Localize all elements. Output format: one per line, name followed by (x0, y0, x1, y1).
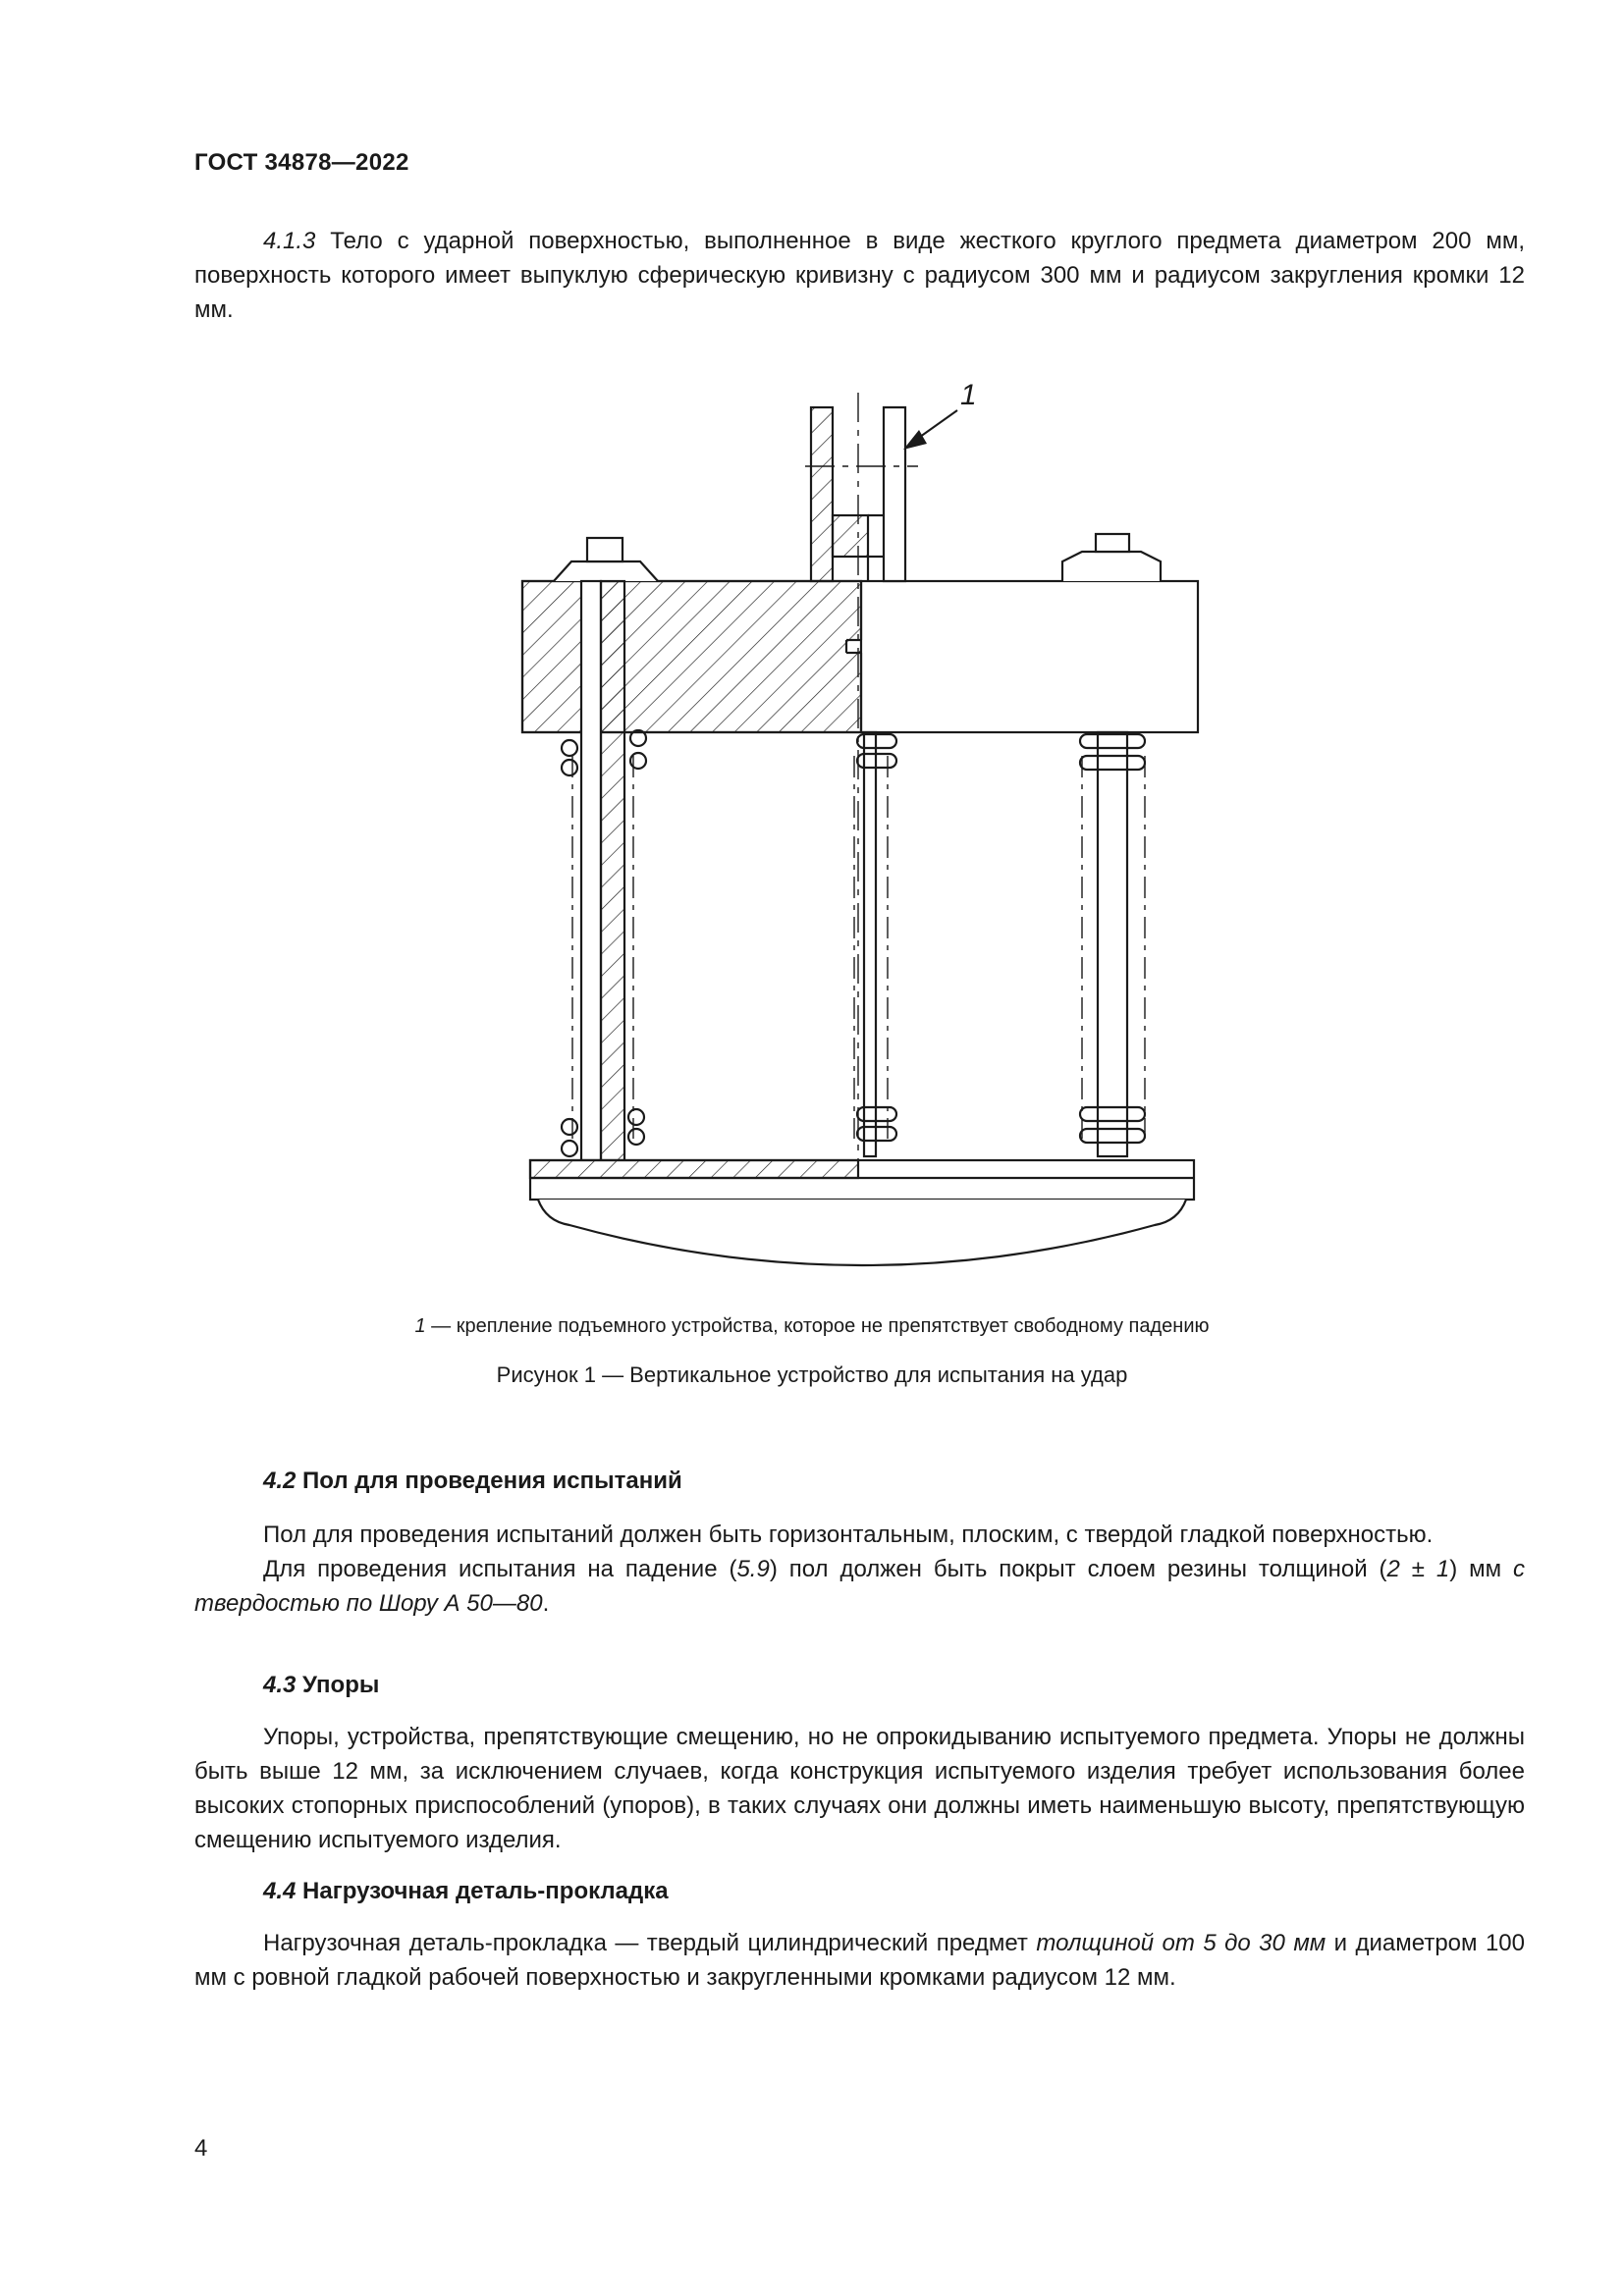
legend-number: 1 (414, 1315, 426, 1337)
paragraph-4-1-3 (194, 224, 1525, 327)
impact-plate (530, 1160, 1194, 1200)
section-4-2-body (194, 1518, 1525, 1621)
top-slab-hatch-section (522, 581, 861, 732)
clause-number: 4.3 (263, 1672, 297, 1698)
heading-4-2 (263, 1468, 682, 1495)
document-header: ГОСТ 34878—2022 (194, 149, 409, 176)
middle-rod (864, 732, 876, 1156)
clause-title: Пол для проведения испытаний (296, 1468, 682, 1494)
tolerance: 2 ± 1 (1386, 1556, 1450, 1582)
clause-number: 4.2 (263, 1468, 297, 1494)
heading-4-4 (263, 1878, 669, 1905)
text-run: ) мм (1449, 1556, 1513, 1582)
text-run: Нагрузочная деталь-прокладка — твердый цилиндрический предмет (263, 1930, 1037, 1956)
thickness-spec: толщиной от 5 до 30 мм (1036, 1930, 1326, 1956)
hardness-spec: с твердостью по Шору А 50—80 (194, 1556, 1525, 1617)
text-run: Для проведения испытания на падение ( (263, 1556, 737, 1582)
paragraph (194, 1926, 1525, 1995)
right-rod (1098, 732, 1127, 1156)
paragraph: Упоры, устройства, препятствующие смещению, но не опрокидыванию испытуемого предмета. Упоры не должны быть выше 12 мм, за исключением случаев, когда конструкция испытуемого изделия требует использования более высоких стопорных приспособлений (упоров), в таких случаях они должны иметь наименьшую высоту, препятствующую смещению испытуемого изделия. (194, 1724, 1525, 1853)
callout-leader (913, 410, 957, 442)
figure-legend (0, 1315, 1624, 1338)
springs-bottom (562, 1107, 1145, 1156)
springs-top (562, 730, 1145, 775)
page-number: 4 (194, 2135, 208, 2162)
callout-number: 1 (960, 379, 977, 411)
clause-title: Нагрузочная деталь-прокладка (296, 1878, 669, 1904)
left-cap (554, 561, 658, 581)
section-4-4-body (194, 1926, 1525, 1995)
figure-caption: Рисунок 1 — Вертикальное устройство для испытания на удар (496, 1362, 1128, 1387)
paragraph: Пол для проведения испытаний должен быть горизонтальным, плоским, с твердой гладкой поверхностью. (263, 1522, 1434, 1548)
clause-number: 4.4 (263, 1878, 297, 1904)
lift-attachment-right (884, 407, 905, 581)
clause-text: Тело с ударной поверхностью, выполненное в виде жесткого круглого предмета диаметром 200 мм, поверхность которого имеет выпуклую сферическую кривизну с радиусом 300 мм и радиусом закругления кромки 12 мм. (194, 228, 1525, 323)
text-run: и диаметром 100 мм с ровной гладкой рабочей поверхностью и закругленными кромками радиусом 12 мм. (194, 1930, 1526, 1991)
text-run: ) пол должен быть покрыт слоем резины толщиной ( (769, 1556, 1387, 1582)
lift-attachment-left (811, 407, 833, 581)
heading-4-3 (263, 1672, 379, 1699)
legend-text: — крепление подъемного устройства, которое не препятствует свободному падению (425, 1315, 1210, 1337)
text-run: . (542, 1590, 550, 1617)
right-cap (1062, 552, 1161, 581)
reference: 5.9 (736, 1556, 770, 1582)
spherical-impact-surface (538, 1200, 1186, 1265)
clause-number: 4.1.3 (263, 228, 316, 254)
left-rod (581, 581, 601, 1160)
section-4-3-body (194, 1720, 1525, 1857)
top-slab (522, 581, 1198, 732)
paragraph (194, 1552, 1525, 1621)
clause-title: Упоры (296, 1672, 380, 1698)
